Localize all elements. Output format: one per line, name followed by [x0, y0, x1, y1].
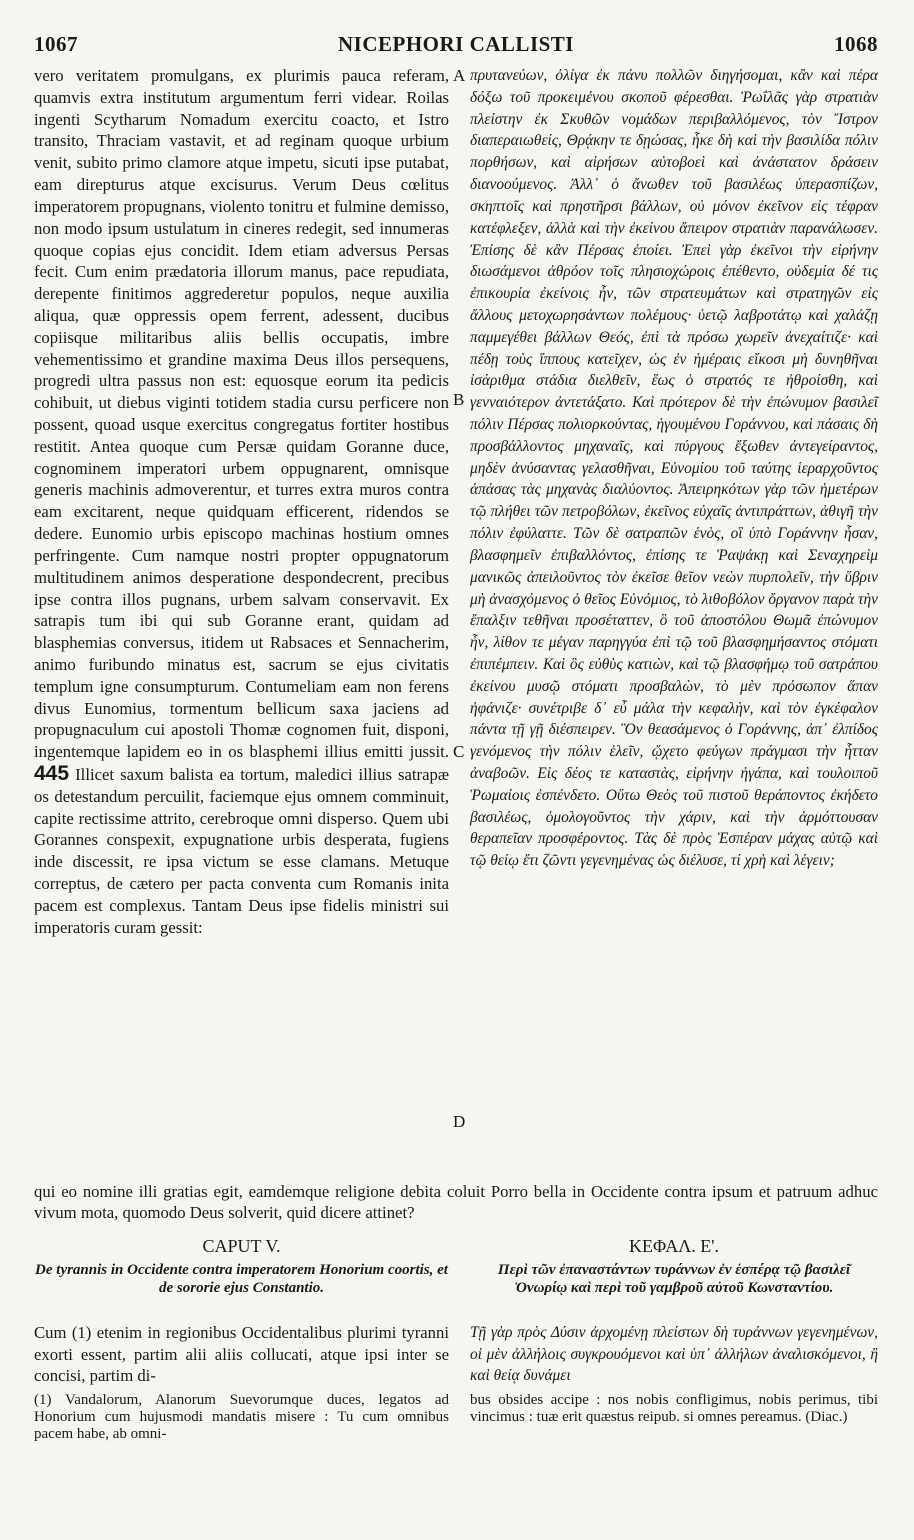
running-title: NICEPHORI CALLISTI [338, 32, 574, 56]
margin-mark-d: D [453, 1112, 466, 1131]
greek-column [470, 65, 878, 872]
latin-chapter-start: Cum (1) etenim in regionibus Occidentalibus plurimi tyranni exorti essent, partim alii aliis collucati, atque ipsi inter se concisi, partim di- [34, 1323, 449, 1385]
greek-text: πρυτανεύων, ὀλίγα ἐκ πάνυ πολλῶν διηγήσομαι, κἂν καὶ πέρα δόξω τοῦ προκειμένου σκοποῦ φέρεσθαι. Ῥωΐλᾶς γὰρ στρατιὰν πλείστην ἐκ Σκυθῶν νομάδων περιβαλλόμενος, τὸν Ἴστρον διαπεραιωθείς, Θρᾴκην τε δῃώσας, ἧκε δὴ καὶ τὴν βασιλίδα πόλιν πορθήσων, καὶ αἱρήσων αὐτοβοεὶ καὶ ἀνάστατον δράσειν διανοούμενος. Ἀλλ᾽ ὁ ἄνωθεν τοῦ βασιλέως ὑπερασπίζων, σκηπτοῖς καὶ πρηστῆρσι βάλλων, οὐ μόνον ἐκεῖνον εἰς τέφραν κατέφλεξεν, ἀλλὰ καὶ τὴν ἐκείνου ἄπειρον στρατιὰν παρανάλωσεν. Ἐπίσης δὲ κἂν Πέρσας ἐποίει. Ἐπεὶ γὰρ ἐκεῖνοι τὴν εἰρήνην διωσάμενοι ἀθρόον τοῖς πλησιοχώροις ἐπέθεντο, οὐδεμία δέ τις ἐπικουρία ἐκείνοις ἦν, τῶν στρατευμάτων καὶ στρατηγῶν εἰς ἄλλους μετοχωρησάντων πολέμους· ὑετῷ λαβροτάτῳ καὶ χαλάζῃ παμμεγέθει βάλλων Θεός, ἐπὶ τὰ πρόσω χωρεῖν ἀνεχαίτιζε· καὶ πέδῃ τοὺς ἵππους κατεῖχεν, ὡς ἐν ἡμέραις εἴκοσι μὴ δυνηθῆναι ἰσάριθμα στάδια διελθεῖν, ἕως ὁ στρατός τε ἠθροίσθη, καὶ γενναιότερον ἀντετάξατο. Καὶ πρότερον δὲ τὴν ἐπώνυμον βασιλεῖ πόλιν Πέρσας πολιορκούντας, ἡγουμένου Γοράννου, καὶ πάσαις δὴ προσβάλλοντος μηχαναῖς, καὶ πύργους ἔξωθεν ἀντεγείραντος, μηδὲν ἀνύσαντας γελασθῆναι, Εὐνομίου τοῦ ταύτης ἱεραρχοῦντος ἁπάσας τὰς μηχανὰς διαλύοντος. Ἀπειρηκότων γὰρ τῶν ἡμετέρων τῷ πλήθει τῶν πετροβόλων, ἐκεῖνος εὐχαῖς ἀντιπράττων, ἀθιγῆ τὴν πόλιν ἐφύλαττε. Τῶν δὲ σατραπῶν ἑνὸς, οἳ ὑπὸ Γοράννην ἦσαν, βλασφημεῖν ἐπιβαλλόντος, ἐπίσης τε Ῥαψάκῃ καὶ Σεναχηρεὶμ μανικῶς ἀπειλοῦντος τὸν ἐκεῖσε θεῖον νεὼν πυρπολεῖν, τὴν ὕβριν μὴ ἀνασχόμενος ὁ θεῖος Εὐνόμιος, τὸ λιθοβόλον ὄργανον παρὰ τὴν ἔπαλξιν τεθῆναι προσέταττεν, ὃ τοῦ ἀποστόλου Θωμᾶ ἐπώνυμον ἦν, λίθον τε μέγαν παρηγγύα ἐπὶ τῷ τοῦ βλασφημήσαντος στόματι ἐπιπέμπειν. Καὶ ὃς εὐθὺς κατιὼν, καὶ τῷ βλασφήμῳ τοῦ σατράπου ἐκείνου μυσῷ στόματι προσβαλὼν, τὸ μὲν πρόσωπον ἅπαν ἠφάνιζε· συνέτριβε δ᾽ εὖ μάλα τὴν κεφαλὴν, καὶ τὸν ἐγκέφαλον πάντα τῇ γῇ διέσπειρεν. Ὃν θεασάμενος ὁ Γοράννης, ἀπ᾽ ἐλπίδος γενόμενος τὴν πόλιν ἑλεῖν, ᾤχετο φεύγων πράγμασι τὴν ἧτταν ἀναβοῶν. Εἰς δέος τε καταστὰς, εἰρήνην ἠγάπα, καὶ τουλοιποῦ Ῥωμαίοις ἐσπένδετο. Οὕτω Θεὸς τοῦ πιστοῦ θεράποντος ἐκήδετο βασιλέως, ὁμολογοῦντος τὴν χάριν, καὶ τὴν ἁρμόττουσαν θεραπεῖαν προσφέροντος. Τὰς δὲ πρὸς Ἑσπέραν μάχας αὐτῷ καὶ τῷ θείῳ ἔτι ζῶντι γεγενημένας ὡς διέλυσε, τί χρὴ καὶ λέγειν; [470, 67, 878, 870]
footnote-right: bus obsides accipe : nos nobis confligimus, nobis perimus, tibi vincimus : tuæ erit quæstus reipub. si omnes pereamus. (Diac.) [470, 1392, 878, 1425]
running-header [34, 32, 878, 60]
latin-text-part1: vero veritatem promulgans, ex plurimis pauca referam, quamvis extra institutum argumentum ferri videar. Roilas ingenti Scytharum Nomadum exercitu coacto, et Istro transito, Thraciam vastavit, et ad reginam quoque urbium venit, subito primo clamore atque impetu, sicuti ipse putabat, eam direpturus atque excisurus. Verum Deus cœlitus imperatorem propugnans, violento tonitru et fulmine demisso, non modo ipsum ustulatum in cineres redegit, sed innumeras quoque copias ejus concidit. Idem etiam adversus Persas fecit. Cum enim prædatoria illorum manus, pace repudiata, derepente finitimos aggrederetur populos, neque auxilia aliqua, quæ oppressis opem ferrent, adessent, ducibus copiisque militaribus aliis bellis occupatis, imbre vehementissimo et grandine maxima Deus illos persequens, progredi ultra passus non est: equosque eorum ita pedicis cohibuit, ut diebus viginti totidem stadia cursu perficere non possent, quoad usque exercitus congregatus fortiter hostibus restitit. Antea quoque cum Persæ quidam Goranne duce, cognominem imperatori urbem oppugnarent, omnisque generis machinis admoverentur, et turres extra muros contra eam excitarent, neque quidquam efficerent, ridendos se dedere. Eunomio urbis episcopo machinas hostium omnes perfringente. Cum namque nostri propter oppugnatorum multitudinem animos desperatione despondecrent, precibus ipse contra illos pugnans, urbem salvam conservavit. Ex satrapis tum ibi qui sub Goranne erant, quidam ad blasphemias conversus, itidem ut Rabsaces et Sennacherim, animo furibundo minatus est, sacrum se ejus civitatis templum igne consumpturum. Contumeliam eam non ferens divus Eunomius, tormentum bellicum saxa jaciens ad propugnaculum cui apostoli Thomæ cognomen fuit, disponi, ingentemque lapidem eo in os blasphemi illius emitti jussit. [34, 66, 449, 762]
chapter-subtitle-latin: De tyrannis in Occidente contra imperatorem Honorium coortis, et de sororie ejus Constantio. [35, 1262, 448, 1296]
greek-chapter-start: Τῇ γὰρ πρὸς Δύσιν ἀρχομένῃ πλείστων δὴ τυράννων γεγενημένων, οἱ μὲν ἀλλήλοις συγκρουόμενοι καὶ ὑπ᾽ ἀλλήλων ἀναλισκόμενοι, ἢ καὶ θείᾳ δυνάμει [470, 1324, 878, 1384]
full-width-line: qui eo nomine illi gratias egit, eamdemque religione debita coluit Porro bella in Occidente contra ipsum et patruum adhuc vivum mota, quomodo Deus solverit, quid dicere attinet? [34, 1182, 878, 1222]
chapter-title-greek: ΚΕΦΑΛ. Ε'. [628, 1236, 720, 1256]
margin-mark-a: A [453, 66, 466, 85]
chapter-heading-latin [34, 1236, 449, 1297]
footnote-left: (1) Vandalorum, Alanorum Suevorumque duces, legatos ad Honorium cum hujusmodi mandatis misere : Tu cum omnibus pacem habe, ab omni- [34, 1392, 449, 1442]
latin-text-part2: Illicet saxum balista ea tortum, maledici illius satrapæ os detestandum percuilit, faciemque ejus omnem comminuit, capite rectissime attrito, cerebroque omni disperso. Quem ubi Gorannes conspexit, expugnatione urbis desperata, fugiens inde discessit, re ipsa victum se esse clamans. Metuque correptus, de cætero per pacta conventa cum Romanis inita pacem est complexus. Tantam Deus ipse fidelis ministri sui imperatoris curam gessit: [34, 765, 449, 937]
chapter-subtitle-greek: Περὶ τῶν ἐπαναστάντων τυράννων ἐν ἑσπέρᾳ τῷ βασιλεῖ Ὀνωρίῳ καὶ περὶ τοῦ γαμβροῦ αὐτοῦ Κωνσταντίου. [497, 1262, 851, 1296]
column-number-marker: 445 [34, 762, 70, 785]
chapter-title-latin: CAPUT V. [202, 1236, 281, 1256]
margin-mark-c: C [453, 742, 465, 761]
latin-paragraph [34, 65, 449, 939]
left-page-number: 1067 [34, 32, 78, 56]
chapter-heading-greek [470, 1236, 878, 1297]
latin-column [34, 65, 449, 939]
margin-mark-b: B [453, 390, 465, 409]
right-page-number: 1068 [834, 32, 878, 56]
